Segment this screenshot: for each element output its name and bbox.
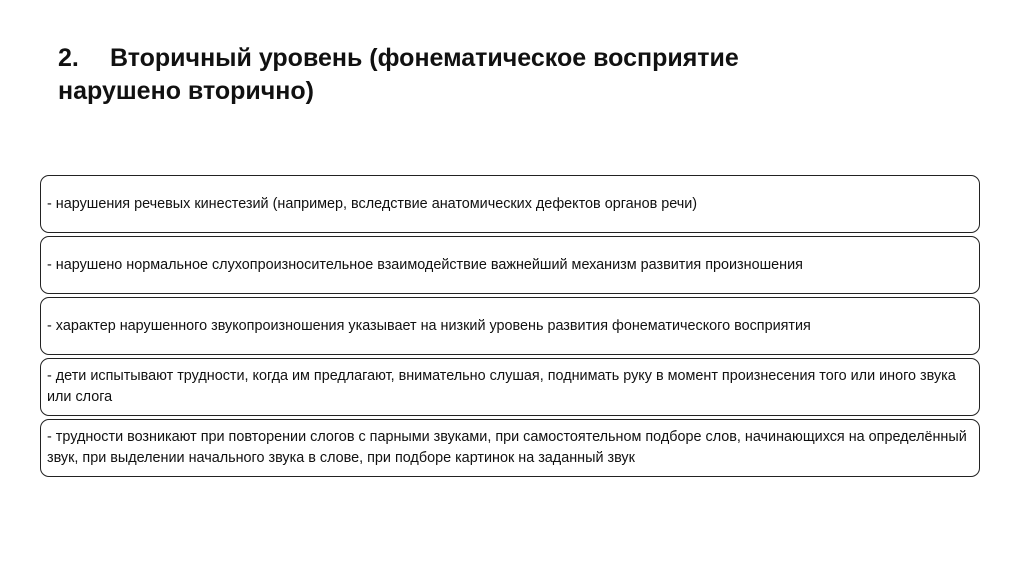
list-item-text: - нарушения речевых кинестезий (например, вследствие анатомических дефектов органов речи) (47, 195, 698, 212)
list-item-auditory-interaction (40, 236, 980, 294)
list-item-syllable-difficulties (40, 419, 980, 477)
list-item-sound-pronunciation (40, 297, 980, 355)
slide-title (58, 42, 958, 108)
list-item-text: - нарушено нормальное слухопроизносительное взаимодействие важнейший механизм развития произношения (47, 256, 803, 273)
slide-title-text: Вторичный уровень (фонематическое восприятие (110, 44, 739, 72)
slide-title-line-2: нарушено вторично) (58, 77, 314, 105)
list-item-text: - характер нарушенного звукопроизношения указывает на низкий уровень развития фонематического восприятия (47, 317, 811, 334)
list-item-text: - трудности возникают при повторении слогов с парными звуками, при самостоятельном подборе слов, начинающихся на определённый звук, при выделении начального звука в слове, при подборе картинок на заданный звук (47, 429, 967, 466)
slide-title-line-1 (58, 42, 958, 75)
list-item-kinesthesia (40, 175, 980, 233)
slide-title-number: 2. (58, 44, 79, 72)
list-item-raise-hand-task (40, 358, 980, 416)
list-item-text: - дети испытывают трудности, когда им предлагают, внимательно слушая, поднимать руку в момент произнесения того или иного звука или слога (47, 368, 956, 405)
